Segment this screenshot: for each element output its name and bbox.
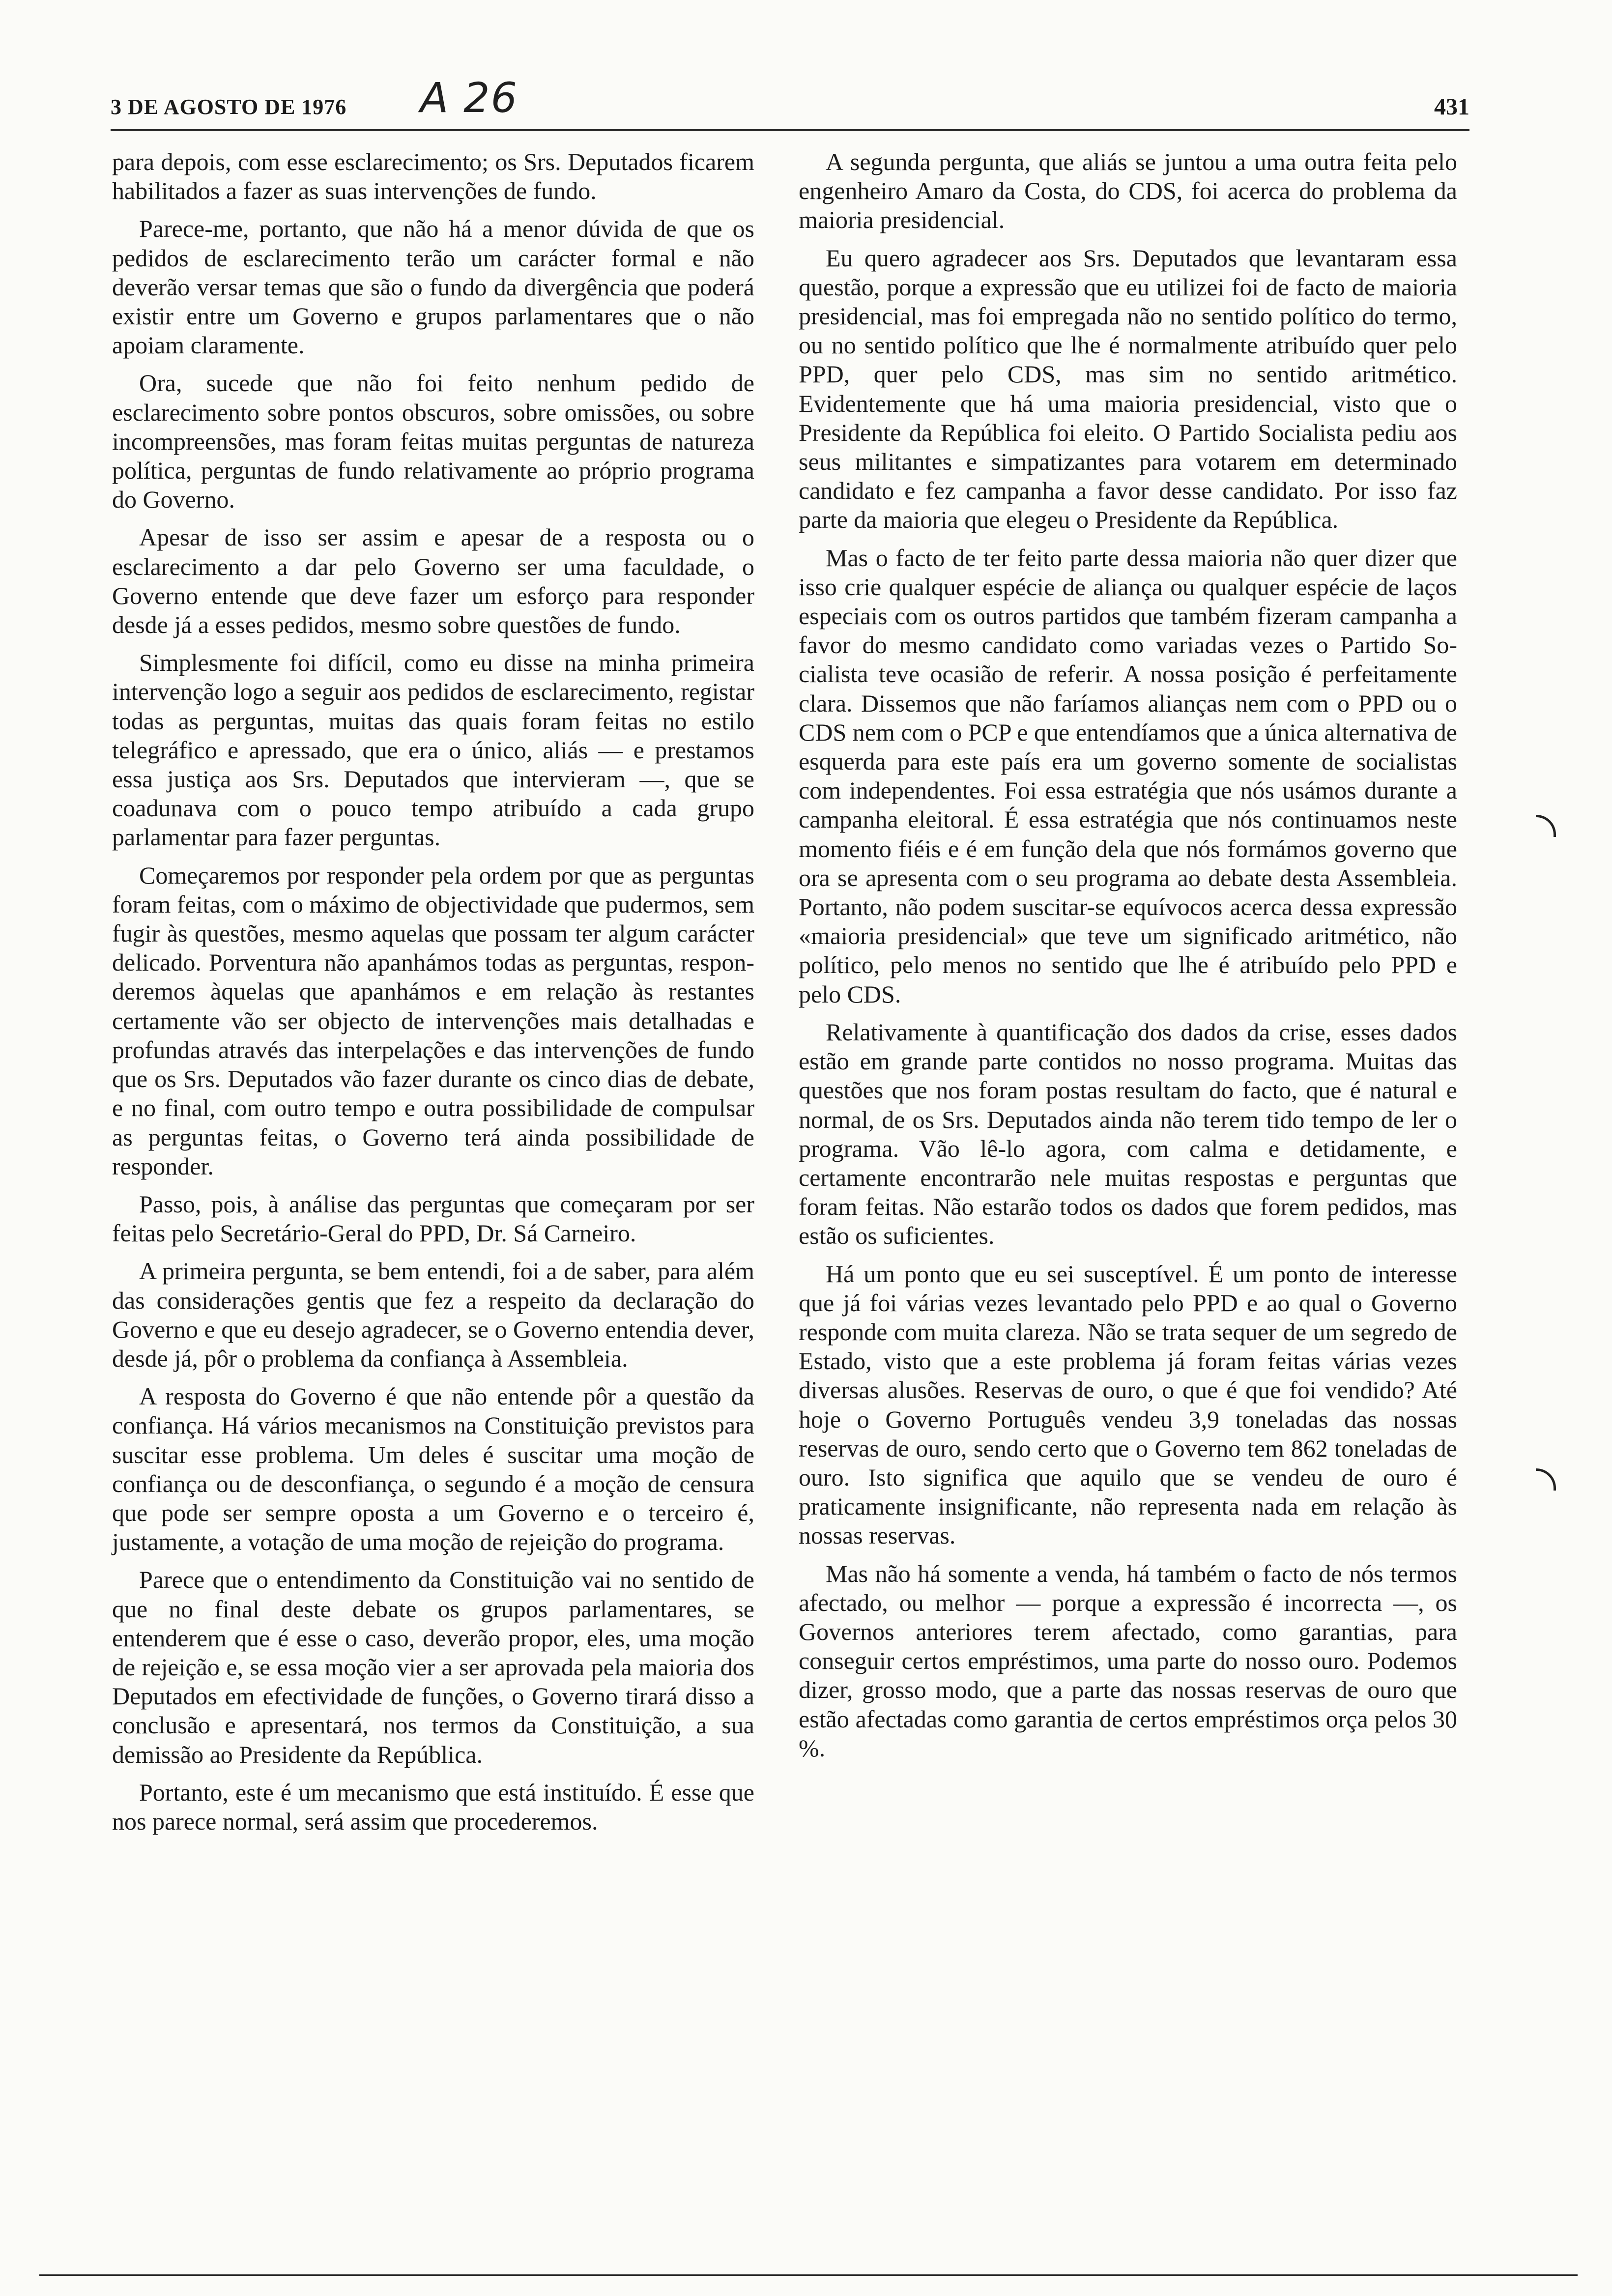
paragraph: Ora, sucede que não foi feito nenhum pedido de esclarecimento sobre pontos obscuros, sobre omissões, ou sobre incompreensões, mas foram feitas muitas perguntas de natureza política, perguntas de fundo relativamente ao próprio programa do Governo.: [112, 369, 754, 514]
paragraph: Apesar de isso ser assim e apesar de a resposta ou o esclarecimento a dar pelo Governo ser uma faculdade, o Governo entende que deve fazer um esforço para responder desde já a esses pedidos, mesmo sobre questões de fundo.: [112, 523, 754, 639]
paragraph: A resposta do Governo é que não entende pôr a questão da confiança. Há vários mecanismos na Constituição previstos para suscitar esse problema. Um deles é suscitar uma moção de confiança ou de desconfiança, o segundo é a moção de censura que pode ser sempre oposta a um Governo e o terceiro é, justamente, a votação de uma moção de rejeição do programa.: [112, 1382, 754, 1556]
scan-margin-mark: [1536, 815, 1556, 837]
handwritten-annotation: A 26: [420, 74, 518, 122]
paragraph: Há um ponto que eu sei susceptível. É um ponto de interesse que já foi várias vezes levantado pelo PPD e ao qual o Governo responde com muita clareza. Não se trata sequer de um segredo de Estado, visto que a este problema já foram feitas várias vezes diversas alusões. Reservas de ouro, o que é que foi vendido? Até hoje o Governo Português vendeu 3,9 toneladas das nossas reservas de ouro, sendo certo que o Governo tem 862 toneladas de ouro. Isto significa que aquilo que se vendeu de ouro é praticamente insignificante, não representa nada em relação às nossas reservas.: [799, 1260, 1457, 1550]
bottom-scan-edge: [39, 2274, 1578, 2276]
paragraph: Começaremos por responder pela ordem por que as perguntas foram feitas, com o máximo de objectividade que pudermos, sem fugir às questões, mesmo aquelas que possam ter algum carácter delicado. Porventura não apanhámos todas as perguntas, responderemos àquelas que apanhámos e em relação às restantes certamente vão ser objecto de intervenções mais detalhadas e profundas através das interpelações e das intervenções de fundo que os Srs. Deputados vão fazer durante os cinco dias de debate, e no final, com outro tempo e outra possibilidade de compulsar as perguntas feitas, o Governo terá ainda possibilidade de responder.: [112, 861, 754, 1180]
paragraph: A primeira pergunta, se bem entendi, foi a de saber, para além das considerações gentis que fez a respeito da declaração do Governo e que eu desejo agradecer, se o Governo entendia dever, desde já, pôr o problema da confiança à Assembleia.: [112, 1257, 754, 1372]
paragraph: Mas não há somente a venda, há também o facto de nós termos afectado, ou melhor — porque a expressão é incorrecta —, os Governos anteriores terem afectado, como garantias, para conseguir certos empréstimos, uma parte do nosso ouro. Podemos dizer, grosso modo, que a parte das nossas reservas de ouro que estão afectadas como garantia de certos empréstimos orça pelos 30 %.: [799, 1559, 1457, 1762]
paragraph: Eu quero agradecer aos Srs. Deputados que levantaram essa questão, porque a expressão que eu utilizei foi de facto de maioria presidencial, mas foi empregada não no sentido político do termo, ou no sentido político que lhe é normalmente atribuído quer pelo PPD, quer pelo CDS, mas sim no sentido aritmético. Evidentemente que há uma maioria presidencial, visto que o Presidente da República foi eleito. O Partido Socialista pediu aos seus militantes e simpatizantes para votarem em determinado candidato e fez campanha a favor desse candidato. Por isso faz parte da maioria que elegeu o Presidente da República.: [799, 244, 1457, 534]
paragraph: Relativamente à quantificação dos dados da crise, esses dados estão em grande parte contidos no nosso programa. Muitas das questões que nos foram postas resultam do facto, que é natural e normal, de os Srs. Deputados ainda não terem tido tempo de ler o programa. Vão lê-lo agora, com calma e detidamente, e certamente encontrarão nele muitas respostas e perguntas que foram feitas. Não estarão todos os dados que forem pedidos, mas estão os suficientes.: [799, 1018, 1457, 1250]
page-number: 431: [1434, 94, 1469, 120]
paragraph: Passo, pois, à análise das perguntas que começaram por ser feitas pelo Secretário-Geral do PPD, Dr. Sá Carneiro.: [112, 1190, 754, 1247]
paragraph: Simplesmente foi difícil, como eu disse na minha primeira intervenção logo a seguir aos pedidos de esclarecimento, registar todas as perguntas, muitas das quais foram feitas no estilo telegráfico e apressado, que era o único, aliás — e prestamos essa justiça aos Srs. Deputados que intervieram —, que se coadunava com o pouco tempo atribuído a cada grupo parlamentar para fazer perguntas.: [112, 649, 754, 851]
paragraph: Portanto, este é um mecanismo que está instituído. É esse que nos parece normal, será assim que procederemos.: [112, 1778, 754, 1835]
right-column: [799, 147, 1457, 1772]
header-date: 3 DE AGOSTO DE 1976: [111, 95, 347, 119]
paragraph: para depois, com esse esclarecimento; os Srs. Deputados ficarem habilitados a fazer as suas intervenções de fundo.: [112, 148, 754, 205]
paragraph: Parece-me, portanto, que não há a menor dúvida de que os pedidos de esclarecimento terão um carácter formal e não deverão versar temas que são o fundo da divergência que poderá existir entre um Governo e grupos parlamentares que o não apoiam claramente.: [112, 215, 754, 359]
left-column: [112, 147, 754, 1845]
paragraph: Parece que o entendimento da Constituição vai no sentido de que no final deste debate os grupos parlamentares, se entenderem que é esse o caso, deverão propor, eles, uma moção de rejeição e, se essa moção vier a ser aprovada pela maioria dos Deputados em efectividade de funções, o Governo tirará disso a conclusão e apresentará, nos termos da Constituição, a sua demissão ao Presidente da República.: [112, 1566, 754, 1768]
scan-margin-mark: [1536, 1468, 1556, 1491]
header-divider: [111, 129, 1469, 131]
paragraph: A segunda pergunta, que aliás se juntou a uma outra feita pelo engenheiro Amaro da Costa, do CDS, foi acerca do problema da maioria presidencial.: [799, 148, 1457, 234]
page-header: [111, 74, 1469, 128]
paragraph: Mas o facto de ter feito parte dessa maioria não quer dizer que isso crie qualquer espécie de aliança ou qualquer espécie de laços especiais com os outros partidos que também fizeram campanha a favor do mesmo candidato como variadas vezes o Partido Socialista teve ocasião de referir. A nossa posição é perfeitamente clara. Dissemos que não faríamos alianças nem com o PPD ou o CDS nem com o PCP e que entendíamos que a única alternativa de esquerda para este país era um governo somente de socialistas com independentes. Foi essa estratégia que nós usámos durante a campanha eleitoral. É essa estratégia que nós continuamos neste momento fiéis e é em função dela que nós formámos governo que ora se apresenta com o seu programa ao debate desta Assembleia. Portanto, não podem suscitar-se equívocos acerca dessa expressão «maioria presidencial» que teve um significado aritmético, não político, pelo menos no sentido que lhe é atribuído pelo PPD e pelo CDS.: [799, 544, 1457, 1008]
